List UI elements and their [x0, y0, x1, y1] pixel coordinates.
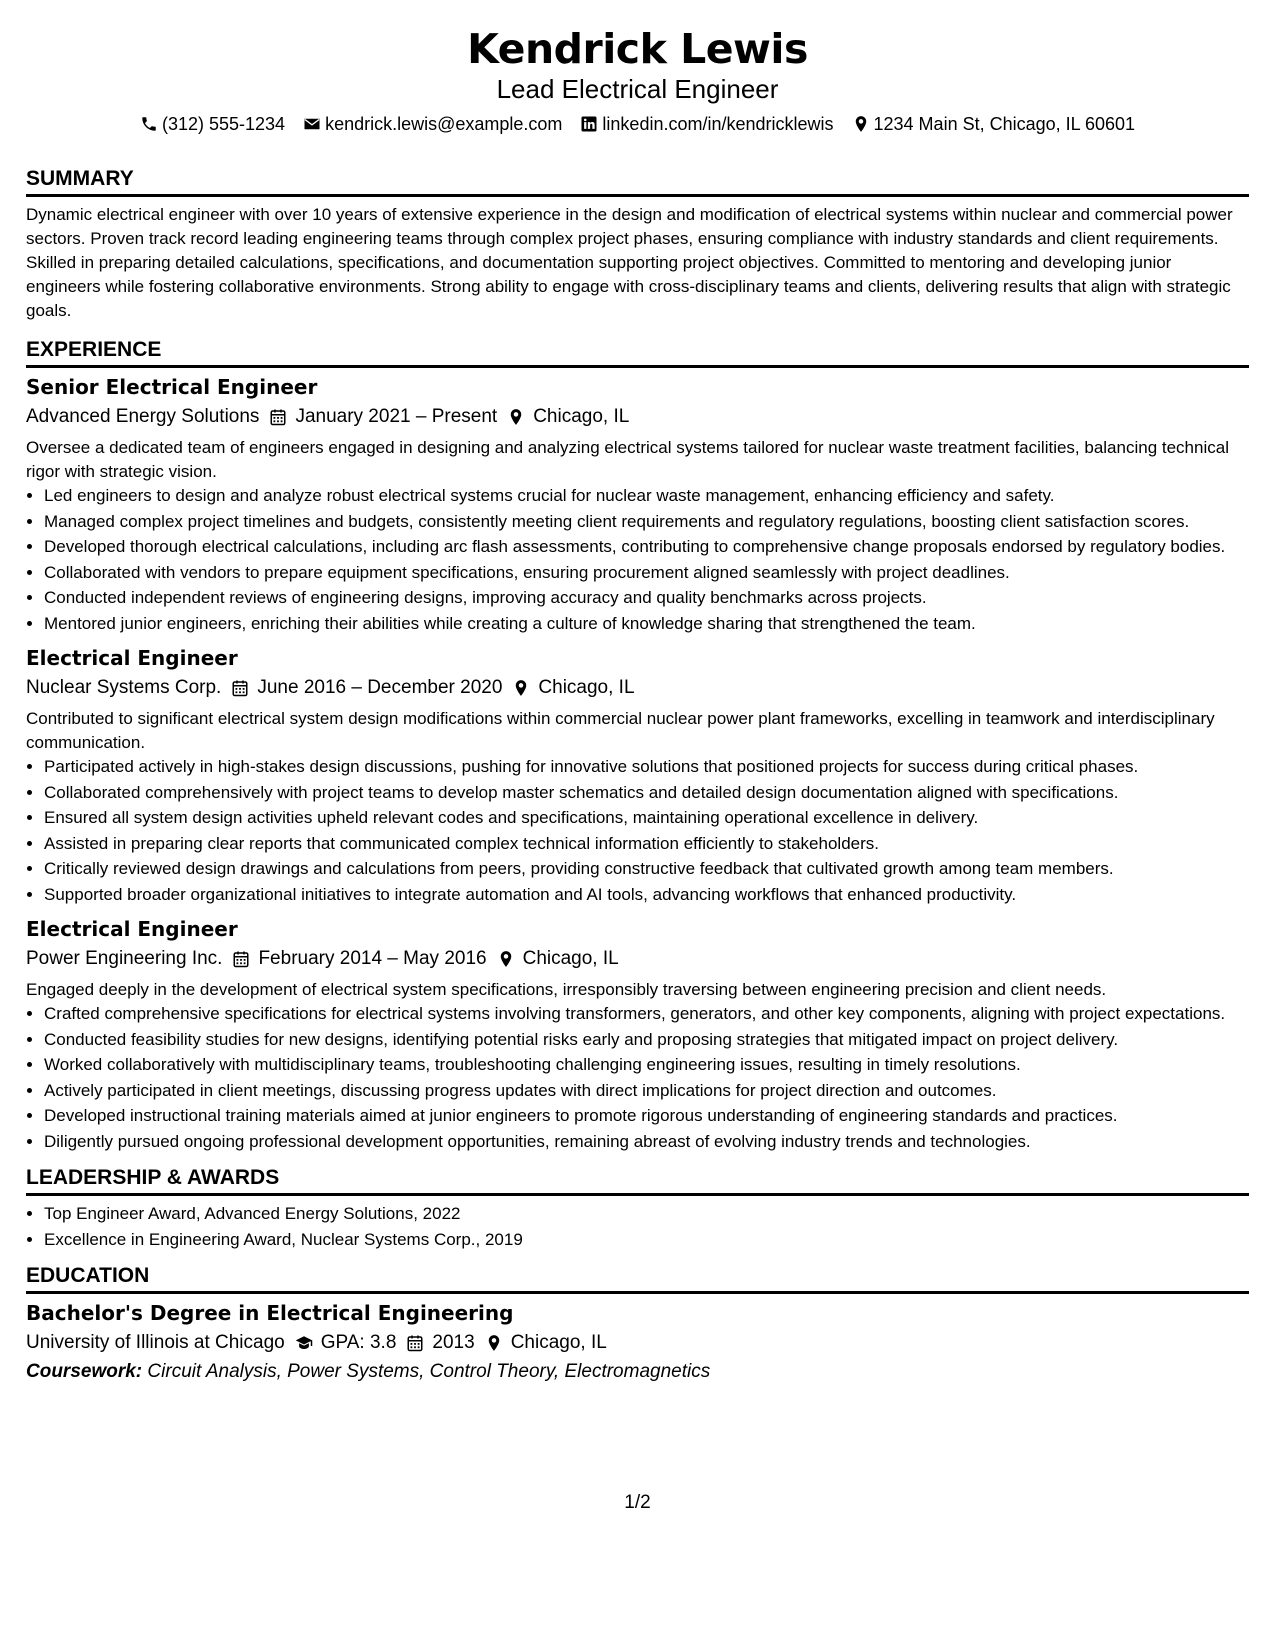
map-pin-icon: [507, 408, 525, 426]
contact-address: [852, 112, 1136, 136]
job-location: [497, 946, 619, 972]
calendar-icon: [231, 679, 249, 697]
list-item: • Mentored junior engineers, enriching their abilities while creating a culture of knowledge sharing that strengthened the team.: [44, 612, 1249, 636]
address-text: 1234 Main St, Chicago, IL 60601: [873, 114, 1136, 134]
list-item: • Excellence in Engineering Award, Nuclear Systems Corp., 2019: [44, 1228, 1249, 1252]
list-item: • Conducted feasibility studies for new designs, identifying potential risks early and proposing strategies that mitigated impact on project delivery.: [44, 1028, 1249, 1052]
coursework-label: Coursework:: [26, 1361, 143, 1382]
list-item: • Led engineers to design and analyze robust electrical systems crucial for nuclear waste management, enhancing efficiency and safety.: [44, 484, 1249, 508]
job-title: Electrical Engineer: [26, 917, 238, 941]
section-heading-awards: LEADERSHIP & AWARDS: [26, 1165, 1249, 1196]
job-dates: [231, 675, 502, 701]
summary-section: [26, 166, 1249, 323]
list-item: • Top Engineer Award, Advanced Energy Solutions, 2022: [44, 1202, 1249, 1226]
education-gpa: [295, 1330, 397, 1356]
job-location-text: Chicago, IL: [522, 948, 619, 969]
list-item: • Worked collaboratively with multidisciplinary teams, troubleshooting challenging engineering issues, resulting in timely resolutions.: [44, 1053, 1249, 1077]
list-item: • Managed complex project timelines and budgets, consistently meeting client requirements and regulatory regulations, boosting client satisfaction scores.: [44, 510, 1249, 534]
summary-text: Dynamic electrical engineer with over 10 years of extensive experience in the design and modification of electrical systems within nuclear and commercial power sectors. Proven track record leading engineering teams through complex project phases, ensuring compliance with industry standards and client requirements. Skilled in preparing detailed calculations, specifications, and documentation supporting project objectives. Committed to mentoring and developing junior engineers while fostering collaborative environments. Strong ability to engage with cross-disciplinary teams and clients, delivering results that align with strategic goals.: [26, 205, 1233, 320]
candidate-name: Kendrick Lewis: [467, 25, 808, 73]
list-item: • Critically reviewed design drawings and calculations from peers, providing constructive feedback that cultivated growth among team members.: [44, 857, 1249, 881]
list-item: • Crafted comprehensive specifications for electrical systems involving transformers, generators, and other key components, aligning with project expectations.: [44, 1002, 1249, 1026]
resume-page: [26, 0, 1249, 1384]
school-name: University of Illinois at Chicago: [26, 1332, 285, 1353]
list-item: • Developed instructional training materials aimed at junior engineers to promote rigorous understanding of engineering standards and practices.: [44, 1104, 1249, 1128]
year-text: 2013: [432, 1332, 475, 1353]
map-pin-icon: [512, 679, 530, 697]
job-bullets: [26, 484, 1249, 635]
degree-title: Bachelor's Degree in Electrical Engineering: [26, 1301, 514, 1325]
job-entry: [26, 374, 1249, 635]
job-entry: [26, 645, 1249, 906]
list-item: • Diligently pursued ongoing professional development opportunities, remaining abreast of evolving industry trends and technologies.: [44, 1130, 1249, 1154]
section-heading-education: EDUCATION: [26, 1263, 1249, 1294]
company-name: Nuclear Systems Corp.: [26, 677, 222, 698]
education-location-text: Chicago, IL: [510, 1332, 607, 1353]
contact-row: [26, 112, 1249, 136]
email-text: kendrick.lewis@example.com: [325, 114, 563, 134]
job-meta: [26, 675, 1249, 701]
contact-linkedin[interactable]: [580, 112, 833, 136]
awards-list: [26, 1202, 1249, 1251]
job-description: Contributed to significant electrical system design modifications within commercial nuclear power plant frameworks, excelling in teamwork and interdisciplinary communication.: [26, 709, 1215, 752]
list-item: • Conducted independent reviews of engineering designs, improving accuracy and quality benchmarks across projects.: [44, 586, 1249, 610]
education-year: [406, 1330, 474, 1356]
education-location: [485, 1330, 607, 1356]
resume-header: [26, 24, 1249, 136]
job-title: Senior Electrical Engineer: [26, 375, 318, 399]
job-location-text: Chicago, IL: [533, 406, 630, 427]
job-title: Electrical Engineer: [26, 646, 238, 670]
job-location: [507, 404, 629, 430]
experience-section: [26, 337, 1249, 1153]
calendar-icon: [269, 408, 287, 426]
job-location-text: Chicago, IL: [538, 677, 635, 698]
job-description: Oversee a dedicated team of engineers engaged in designing and analyzing electrical systems tailored for nuclear waste treatment facilities, balancing technical rigor with strategic vision.: [26, 438, 1229, 481]
education-meta: [26, 1330, 1249, 1356]
job-entry: [26, 916, 1249, 1153]
list-item: • Actively participated in client meetings, discussing progress updates with direct implications for project direction and outcomes.: [44, 1079, 1249, 1103]
company-name: Power Engineering Inc.: [26, 948, 223, 969]
section-heading-summary: SUMMARY: [26, 166, 1249, 197]
list-item: • Supported broader organizational initiatives to integrate automation and AI tools, advancing workflows that enhanced productivity.: [44, 883, 1249, 907]
education-section: [26, 1263, 1249, 1384]
job-dates: [232, 946, 486, 972]
list-item: • Developed thorough electrical calculations, including arc flash assessments, contributing to comprehensive change proposals endorsed by regulatory bodies.: [44, 535, 1249, 559]
list-item: • Collaborated comprehensively with project teams to develop master schematics and detailed design documentation aligned with specifications.: [44, 781, 1249, 805]
map-pin-icon: [497, 950, 515, 968]
job-dates-text: January 2021 – Present: [295, 406, 498, 427]
job-meta: [26, 404, 1249, 430]
phone-icon: [140, 115, 158, 133]
job-bullets: [26, 755, 1249, 906]
coursework-text: Circuit Analysis, Power Systems, Control Theory, Electromagnetics: [147, 1361, 711, 1382]
linkedin-text: linkedin.com/in/kendricklewis: [602, 114, 834, 134]
job-dates: [269, 404, 497, 430]
job-meta: [26, 946, 1249, 972]
list-item: • Ensured all system design activities upheld relevant codes and specifications, maintaining operational excellence in delivery.: [44, 806, 1249, 830]
list-item: • Participated actively in high-stakes design discussions, pushing for innovative solutions that positioned projects for success during critical phases.: [44, 755, 1249, 779]
list-item: • Assisted in preparing clear reports that communicated complex technical information efficiently to stakeholders.: [44, 832, 1249, 856]
contact-phone[interactable]: [140, 112, 285, 136]
envelope-icon: [303, 115, 321, 133]
contact-email[interactable]: [303, 112, 562, 136]
job-dates-text: February 2014 – May 2016: [258, 948, 487, 969]
job-description: Engaged deeply in the development of electrical system specifications, irresponsibly traversing between engineering precision and client needs.: [26, 980, 1107, 999]
coursework: [26, 1360, 1249, 1384]
map-pin-icon: [852, 115, 870, 133]
gpa-text: GPA: 3.8: [320, 1332, 397, 1353]
candidate-title: Lead Electrical Engineer: [496, 74, 779, 104]
page-number: 1/2: [624, 1492, 651, 1513]
job-bullets: [26, 1002, 1249, 1153]
calendar-icon: [232, 950, 250, 968]
map-pin-icon: [485, 1334, 503, 1352]
job-dates-text: June 2016 – December 2020: [257, 677, 503, 698]
company-name: Advanced Energy Solutions: [26, 406, 260, 427]
job-location: [512, 675, 634, 701]
linkedin-icon: [580, 115, 598, 133]
list-item: • Collaborated with vendors to prepare equipment specifications, ensuring procurement aligned seamlessly with project deadlines.: [44, 561, 1249, 585]
phone-text: (312) 555-1234: [161, 114, 286, 134]
awards-section: [26, 1165, 1249, 1251]
calendar-icon: [406, 1334, 424, 1352]
section-heading-experience: EXPERIENCE: [26, 337, 1249, 368]
graduation-cap-icon: [295, 1334, 313, 1352]
